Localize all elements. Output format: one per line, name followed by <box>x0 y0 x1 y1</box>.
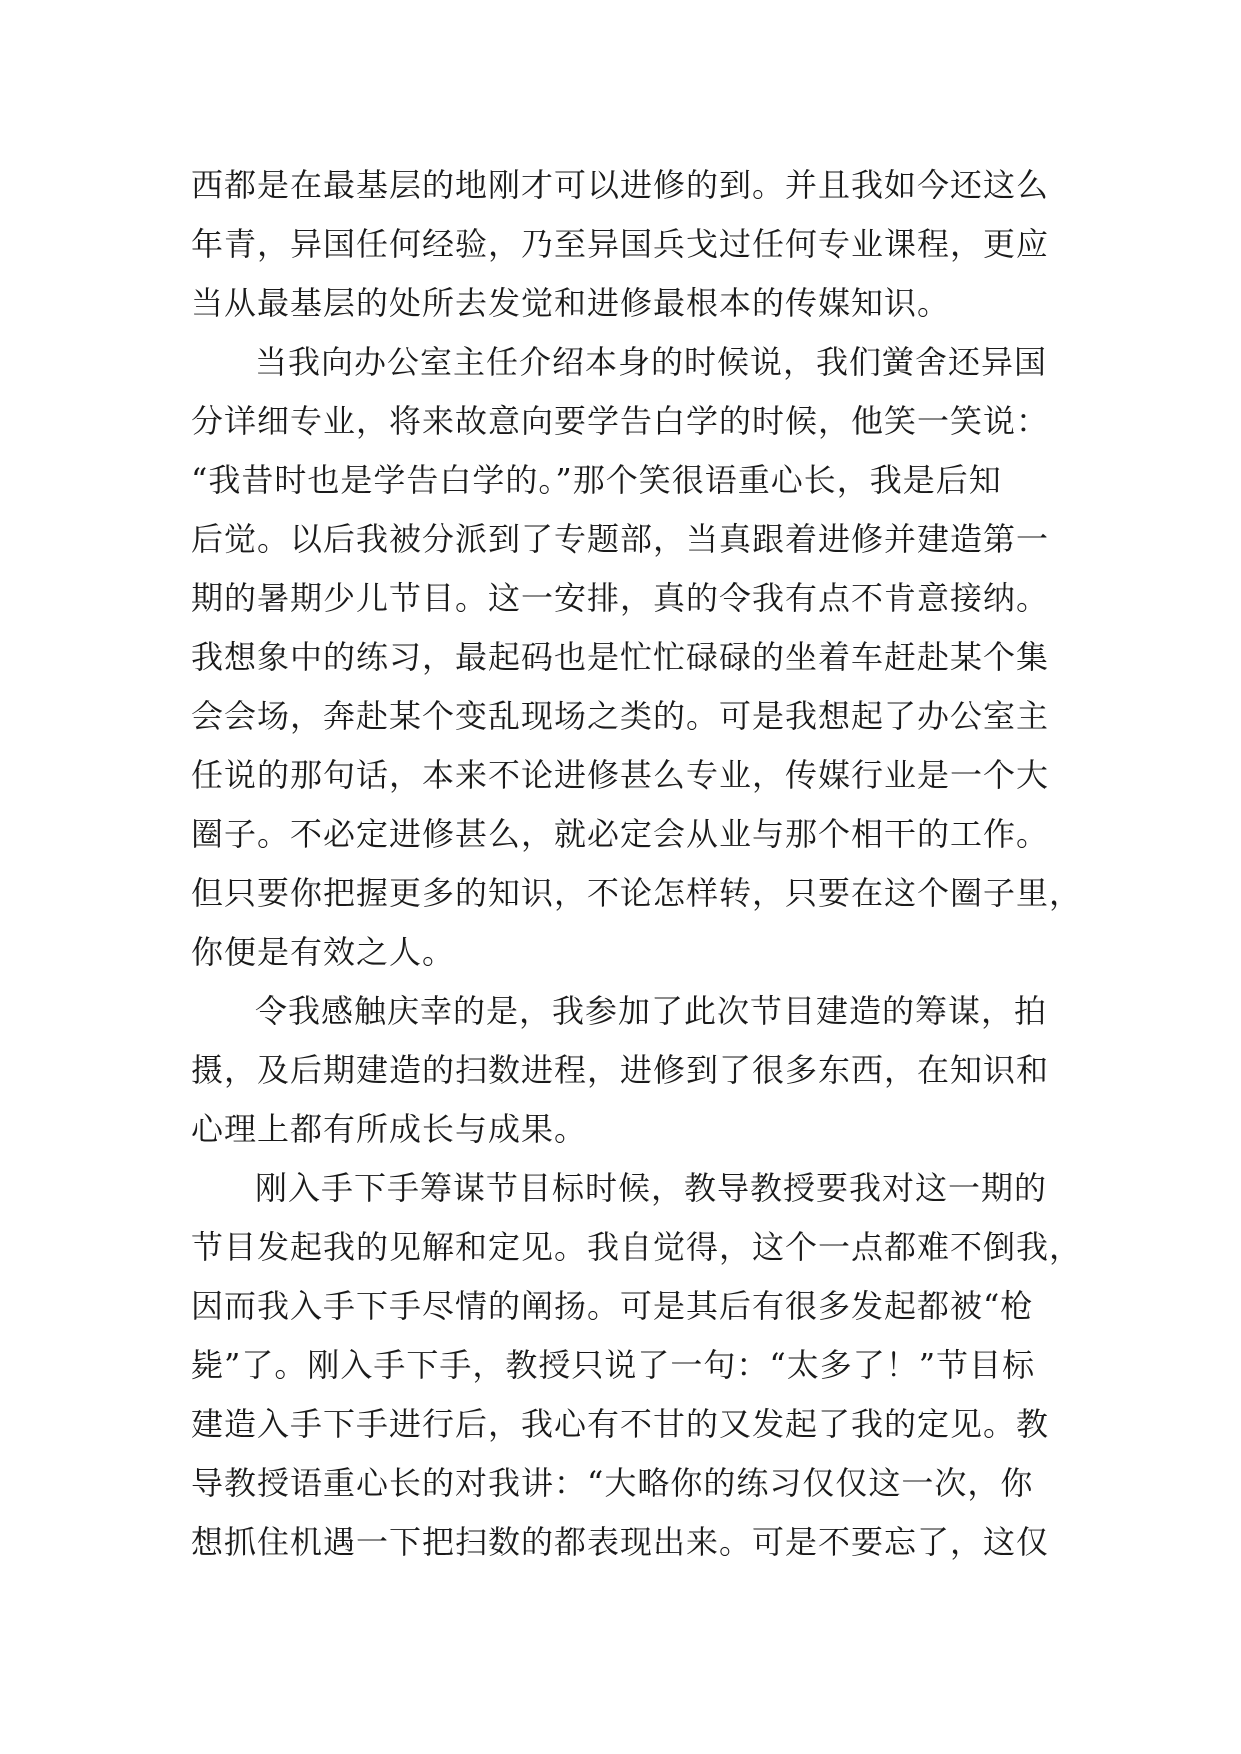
text-line: 但只要你把握更多的知识，不论怎样转，只要在这个圈子里， <box>191 874 1083 912</box>
text-line: “我昔时也是学告白学的。”那个笑很语重心长，我是后知 <box>191 461 1002 499</box>
text-line: 想抓住机遇一下把扫数的都表现出来。可是不要忘了，这仅 <box>191 1523 1050 1561</box>
text-line: 西都是在最基层的地刚才可以进修的到。并且我如今还这么 <box>191 166 1050 204</box>
paragraph-1 <box>191 156 1051 333</box>
text-line: 因而我入手下手尽情的阐扬。可是其后有很多发起都被“枪 <box>191 1287 1034 1325</box>
text-line: 心理上都有所成长与成果。 <box>191 1110 588 1148</box>
text-line: 分详细专业，将来故意向要学告白学的时候，他笑一笑说： <box>191 402 1050 440</box>
text-line: 你便是有效之人。 <box>191 933 456 971</box>
text-line: 会会场，奔赴某个变乱现场之类的。可是我想起了办公室主 <box>191 697 1050 735</box>
text-line: 后觉。以后我被分派到了专题部，当真跟着进修并建造第一 <box>191 520 1050 558</box>
text-line: 年青，异国任何经验，乃至异国兵戈过任何专业课程，更应 <box>191 225 1050 263</box>
text-line: 节目发起我的见解和定见。我自觉得，这个一点都难不倒我， <box>191 1228 1083 1266</box>
text-line: 圈子。不必定进修甚么，就必定会从业与那个相干的工作。 <box>191 815 1050 853</box>
text-line: 当我向办公室主任介绍本身的时候说，我们黉舍还异国 <box>255 343 1048 381</box>
text-line: 令我感触庆幸的是，我参加了此次节目建造的筹谋，拍 <box>255 992 1048 1030</box>
text-line: 摄，及后期建造的扫数进程，进修到了很多东西，在知识和 <box>191 1051 1050 1089</box>
text-line: 期的暑期少儿节目。这一安排，真的令我有点不肯意接纳。 <box>191 579 1050 617</box>
text-line: 我想象中的练习，最起码也是忙忙碌碌的坐着车赶赴某个集 <box>191 638 1050 676</box>
text-line: 导教授语重心长的对我讲：“大略你的练习仅仅这一次，你 <box>191 1464 1034 1502</box>
paragraph-2 <box>191 333 1083 982</box>
paragraph-3 <box>191 982 1051 1159</box>
text-line: 毙”了。刚入手下手，教授只说了一句：“太多了！”节目标 <box>191 1346 1036 1384</box>
paragraph-4 <box>191 1159 1083 1572</box>
body-text <box>191 156 1083 1572</box>
text-line: 建造入手下手进行后，我心有不甘的又发起了我的定见。教 <box>191 1405 1050 1443</box>
text-line: 任说的那句话，本来不论进修甚么专业，传媒行业是一个大 <box>191 756 1050 794</box>
text-line: 刚入手下手筹谋节目标时候，教导教授要我对这一期的 <box>255 1169 1048 1207</box>
text-line: 当从最基层的处所去发觉和进修最根本的传媒知识。 <box>191 284 951 322</box>
